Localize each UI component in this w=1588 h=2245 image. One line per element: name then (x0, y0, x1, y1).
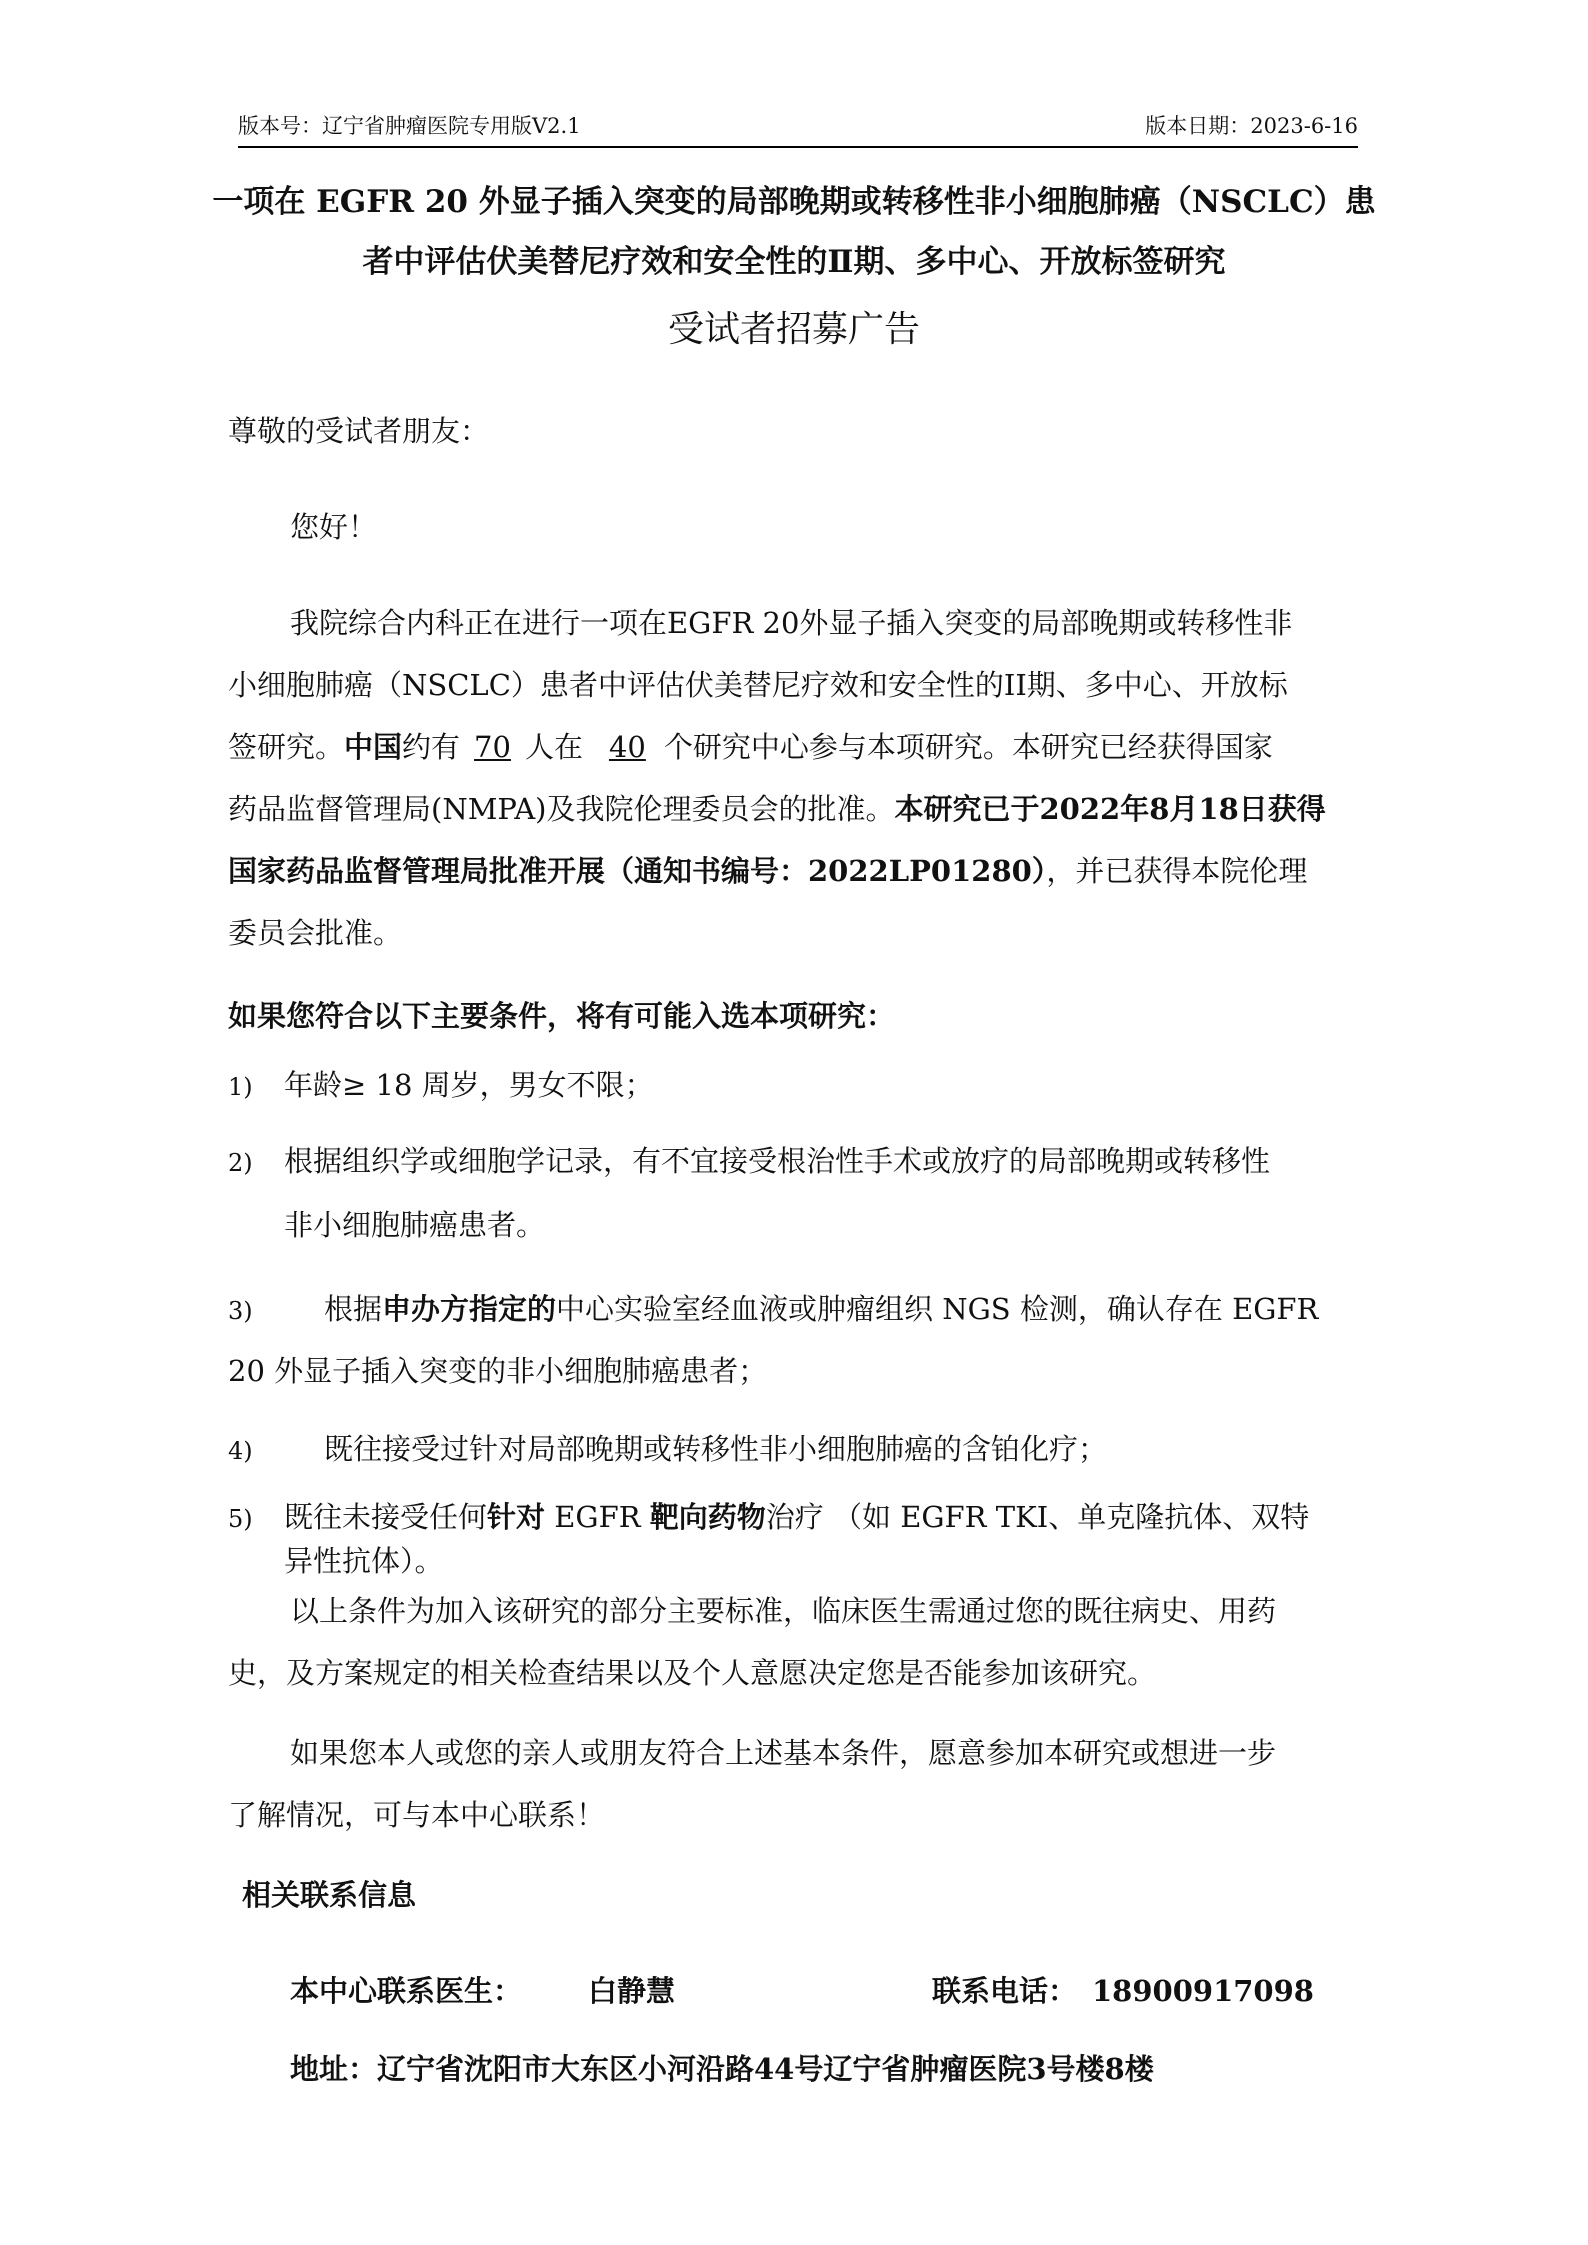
version-date: 版本日期：2023-6-16 (1145, 114, 1358, 138)
criteria-heading: 如果您符合以下主要条件，将有可能入选本项研究： (228, 999, 896, 1033)
intro-3b: 中国 (344, 730, 403, 764)
criterion-5c: EGFR (545, 1500, 650, 1534)
criterion-3a: 根据 (324, 1292, 383, 1326)
title-line-1: 一项在 EGFR 20 外显子插入突变的局部晚期或转移性非小细胞肺癌（NSCLC）患 (212, 184, 1376, 220)
page-header (238, 110, 1358, 148)
criterion-text: 既往接受过针对局部晚期或转移性非小细胞肺癌的含铂化疗； (324, 1432, 1108, 1466)
center-count: 40 (608, 730, 646, 764)
criterion-3 (228, 1278, 1318, 1342)
ad-title: 受试者招募广告 (667, 309, 920, 350)
intro-3a: 签研究。 (228, 730, 345, 764)
intro-4b: 本研究已于2022年8月18日获得 (894, 792, 1326, 826)
intro-5a: 国家药品监督管理局批准开展（通知书编号：2022LP01280） (228, 854, 1047, 888)
address: 地址：辽宁省沈阳市大东区小河沿路44号辽宁省肿瘤医院3号楼8楼 (290, 2052, 1154, 2086)
doctor-label: 本中心联系医生： (290, 1974, 523, 2008)
intro-line-1: 我院综合内科正在进行一项在EGFR 20外显子插入突变的局部晚期或转移性非 (290, 606, 1293, 640)
criterion-5b: 针对 (487, 1500, 546, 1534)
criterion-5d: 靶向药物 (649, 1500, 766, 1534)
participant-count: 70 (474, 730, 511, 764)
phone-number: 18900917098 (1092, 1974, 1314, 2008)
criterion-5e: 治疗 （如 EGFR TKI、单克隆抗体、双特 (765, 1500, 1310, 1534)
criterion-3-line-2: 20 外显子插入突变的非小细胞肺癌患者； (228, 1354, 768, 1388)
intro-line-2: 小细胞肺癌（NSCLC）患者中评估伏美替尼疗效和安全性的II期、多中心、开放标 (228, 668, 1288, 702)
intro-5b: ，并已获得本院伦理 (1046, 854, 1308, 888)
invite-line-2: 了解情况，可与本中心联系！ (228, 1798, 606, 1832)
contact-heading: 相关联系信息 (242, 1878, 417, 1912)
intro-line-3 (228, 716, 1273, 778)
criterion-2-line-2: 非小细胞肺癌患者。 (284, 1208, 546, 1242)
criterion-number: 2) (228, 1149, 253, 1177)
criterion-number: 3) (228, 1297, 253, 1325)
phone-label: 联系电话： (932, 1974, 1078, 2008)
criterion-3c: 中心实验室经血液或肿瘤组织 NGS 检测，确认存在 EGFR (556, 1292, 1319, 1326)
note-line-2: 史，及方案规定的相关检查结果以及个人意愿决定您是否能参加该研究。 (228, 1656, 1157, 1690)
criterion-2 (228, 1130, 1270, 1194)
criterion-text: 年龄≥ 18 周岁，男女不限； (284, 1068, 654, 1102)
hello: 您好！ (290, 510, 378, 544)
intro-3c: 约有 (402, 730, 461, 764)
criterion-5-line-2: 异性抗体）。 (284, 1544, 444, 1578)
intro-3e: 个研究中心参与本项研究。本研究已经获得国家 (663, 730, 1273, 764)
intro-4a: 药品监督管理局(NMPA)及我院伦理委员会的批准。 (228, 792, 895, 826)
note-line-1: 以上条件为加入该研究的部分主要标准，临床医生需通过您的既往病史、用药 (290, 1594, 1277, 1628)
criterion-5a: 既往未接受任何 (284, 1500, 488, 1534)
criterion-text: 根据组织学或细胞学记录，有不宜接受根治性手术或放疗的局部晚期或转移性 (284, 1144, 1271, 1178)
criterion-4 (228, 1418, 1107, 1482)
version-label: 版本号：辽宁省肿瘤医院专用版V2.1 (238, 114, 581, 138)
criterion-5 (228, 1494, 1309, 1542)
intro-line-5 (228, 840, 1307, 902)
invite-line-1: 如果您本人或您的亲人或朋友符合上述基本条件，愿意参加本研究或想进一步 (290, 1736, 1277, 1770)
intro-line-4 (228, 778, 1326, 840)
intro-line-6: 委员会批准。 (228, 916, 403, 950)
criterion-1 (228, 1054, 654, 1118)
greeting: 尊敬的受试者朋友： (228, 414, 490, 448)
doctor-name: 白静慧 (588, 1974, 676, 2008)
intro-3d: 人在 (524, 730, 583, 764)
criterion-number: 1) (228, 1073, 253, 1101)
title-line-2: 者中评估伏美替尼疗效和安全性的Ⅱ期、多中心、开放标签研究 (362, 244, 1226, 280)
criterion-number: 5) (228, 1505, 253, 1533)
criterion-3b: 申办方指定的 (382, 1292, 557, 1326)
criterion-number: 4) (228, 1437, 253, 1465)
